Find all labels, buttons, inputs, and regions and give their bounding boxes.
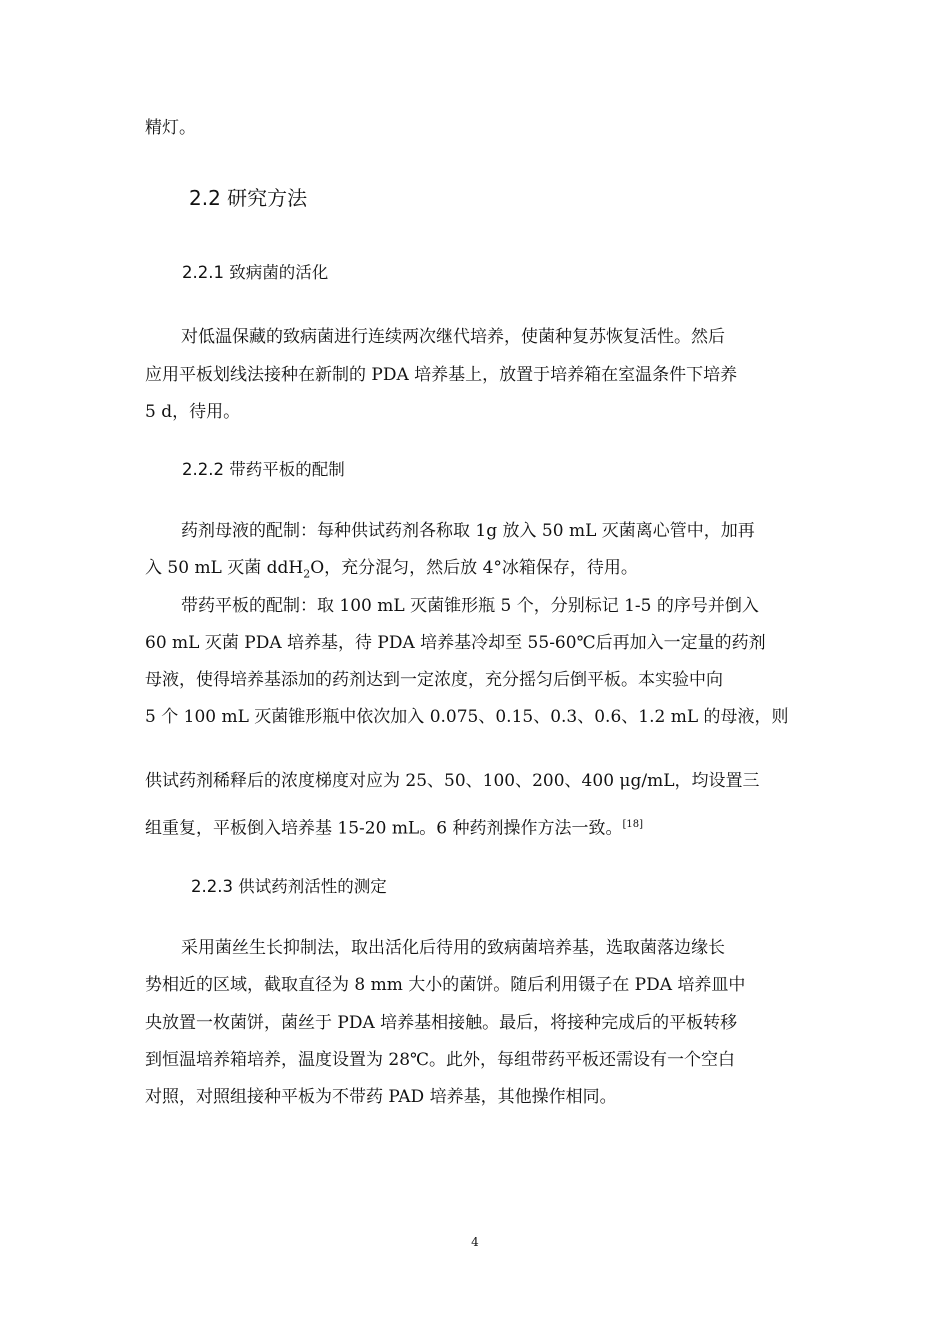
text-span: 入 50 mL 灭菌 ddH	[145, 558, 304, 578]
text-line: 供试药剂稀释后的浓度梯度对应为 25、50、100、200、400 μg/mL，均设置三	[145, 771, 760, 791]
text-line: 精灯。	[145, 118, 196, 138]
text-line: 对低温保藏的致病菌进行连续两次继代培养，使菌种复苏恢复活性。然后	[181, 327, 725, 347]
subsection-heading-2-2-3: 2.2.3 供试药剂活性的测定	[191, 877, 387, 896]
text-line: 带药平板的配制：取 100 mL 灭菌锥形瓶 5 个，分别标记 1-5 的序号并倒入	[181, 596, 759, 616]
text-line: 5 个 100 mL 灭菌锥形瓶中依次加入 0.075、0.15、0.3、0.6、1.2 mL 的母液，则	[145, 707, 789, 727]
text-line: 5 d，待用。	[145, 402, 241, 422]
text-line: 母液，使得培养基添加的药剂达到一定浓度，充分摇匀后倒平板。本实验中向	[145, 670, 723, 690]
subsection-heading-2-2-2: 2.2.2 带药平板的配制	[182, 460, 345, 479]
text-span: 组重复，平板倒入培养基 15-20 mL。6 种药剂操作方法一致。	[145, 818, 623, 839]
text-line	[145, 560, 638, 579]
subsection-heading-2-2-1: 2.2.1 致病菌的活化	[182, 263, 329, 282]
text-line: 到恒温培养箱培养，温度设置为 28℃。此外，每组带药平板还需设有一个空白	[145, 1050, 736, 1070]
page-number: 4	[471, 1235, 479, 1249]
text-line: 央放置一枚菌饼，菌丝于 PDA 培养基相接触。最后，将接种完成后的平板转移	[145, 1013, 738, 1033]
text-span: O，充分混匀，然后放 4°冰箱保存，待用。	[310, 558, 638, 578]
subscript: 2	[303, 567, 311, 581]
text-line	[145, 820, 643, 838]
citation-reference: [18]	[622, 819, 643, 830]
section-heading-2-2: 2.2 研究方法	[189, 186, 308, 210]
text-line: 对照，对照组接种平板为不带药 PAD 培养基，其他操作相同。	[145, 1087, 617, 1107]
text-line: 60 mL 灭菌 PDA 培养基，待 PDA 培养基冷却至 55-60℃后再加入一定量的药剂	[145, 633, 766, 653]
text-line: 势相近的区域，截取直径为 8 mm 大小的菌饼。随后利用镊子在 PDA 培养皿中	[145, 975, 746, 995]
text-line: 采用菌丝生长抑制法，取出活化后待用的致病菌培养基，选取菌落边缘长	[181, 938, 725, 958]
text-line: 药剂母液的配制：每种供试药剂各称取 1g 放入 50 mL 灭菌离心管中，加再	[181, 521, 755, 541]
text-line: 应用平板划线法接种在新制的 PDA 培养基上，放置于培养箱在室温条件下培养	[145, 365, 738, 385]
